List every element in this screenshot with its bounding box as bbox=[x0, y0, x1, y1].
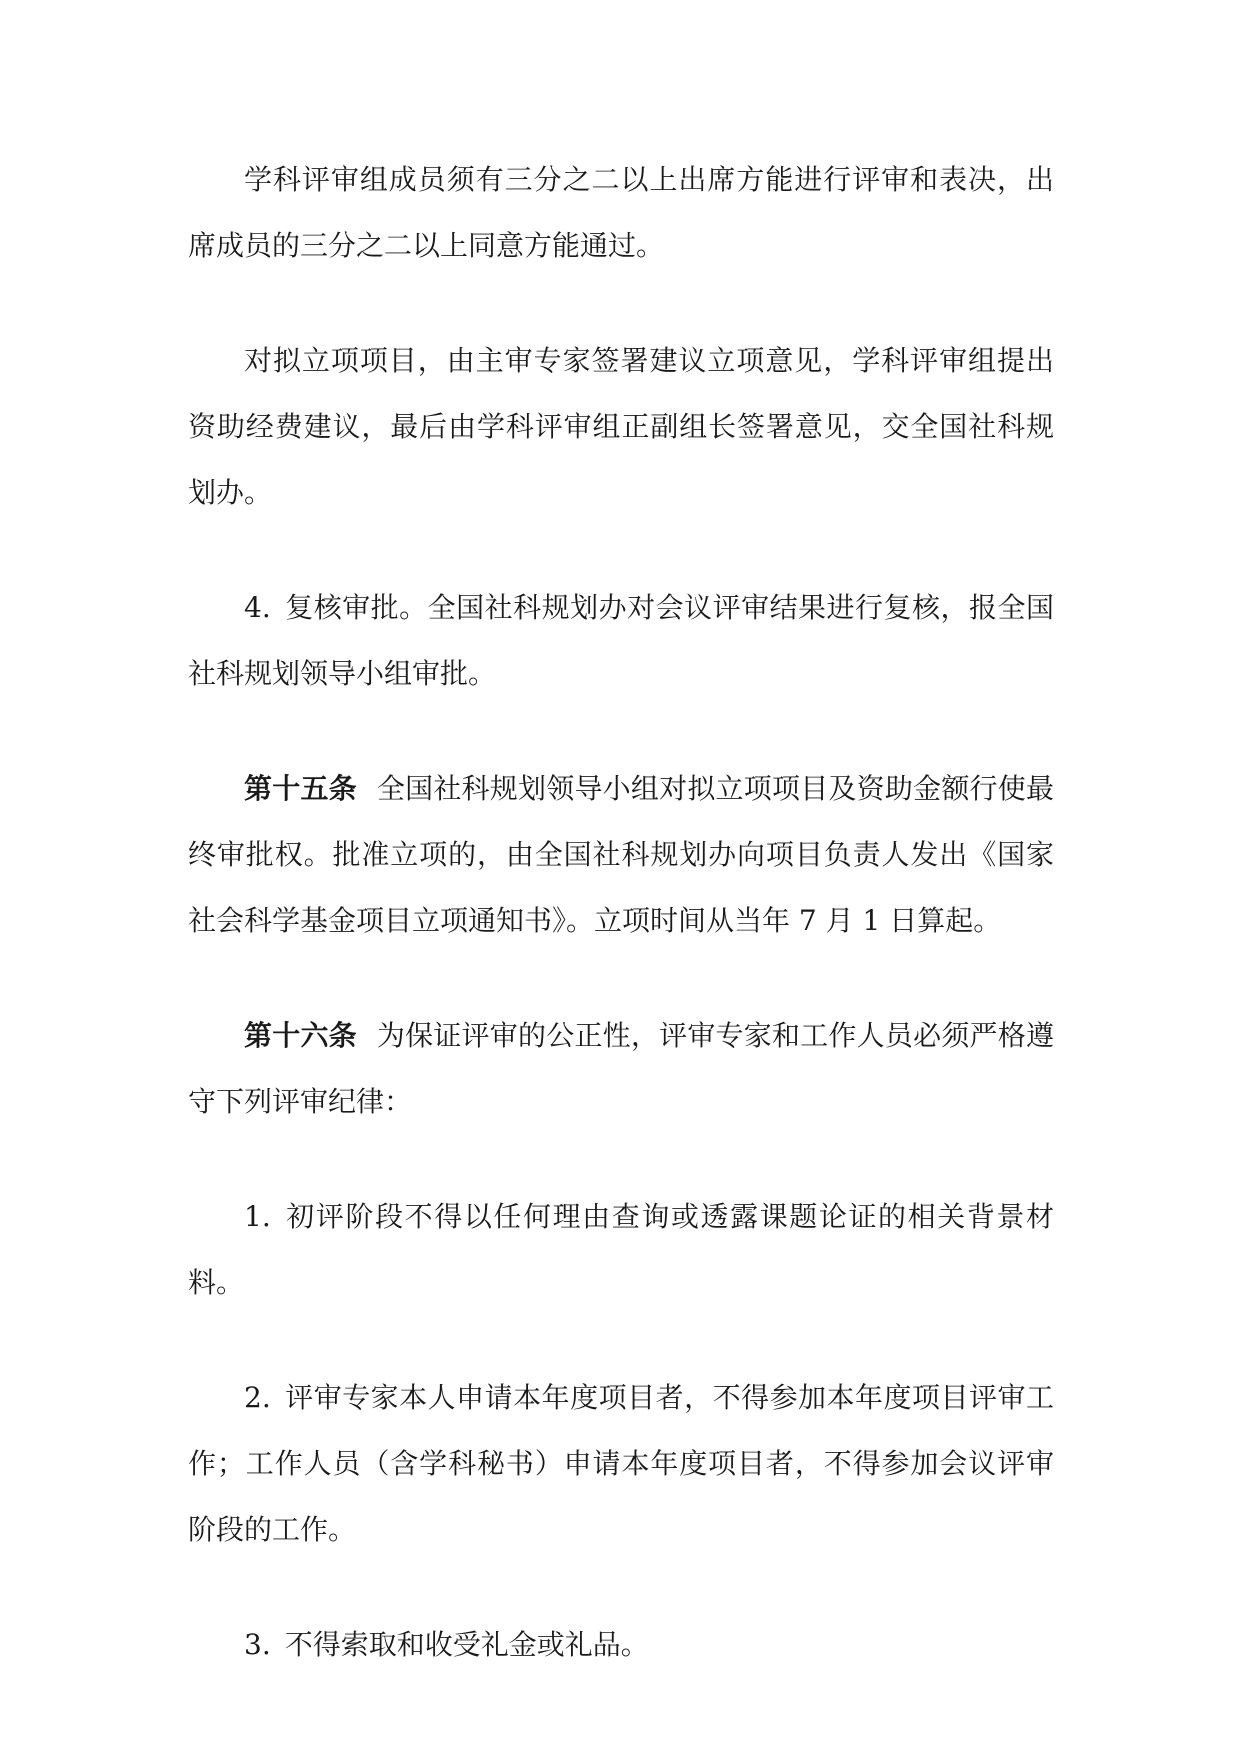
paragraph-text: 对拟立项项目，由主审专家签署建议立项意见，学科评审组提出资助经费建议，最后由学科评审组正副组长签署意见，交全国社科规划办。 bbox=[188, 344, 1054, 509]
paragraph-quorum-rule bbox=[188, 147, 1054, 279]
paragraph-text: 为保证评审的公正性，评审专家和工作人员必须严格遵守下列评审纪律： bbox=[188, 1019, 1054, 1118]
article-16 bbox=[188, 1003, 1054, 1135]
item-number: 4. bbox=[244, 591, 271, 624]
paragraph-text: 不得索取和收受礼金或礼品。 bbox=[284, 1628, 649, 1661]
list-item-discipline-2 bbox=[188, 1365, 1054, 1563]
item-number: 2. bbox=[244, 1381, 271, 1414]
article-15 bbox=[188, 756, 1054, 954]
article-heading: 第十六条 bbox=[244, 1019, 357, 1052]
document-body bbox=[188, 147, 1054, 1727]
article-heading: 第十五条 bbox=[244, 772, 357, 805]
list-item-discipline-1 bbox=[188, 1184, 1054, 1316]
paragraph-text: 复核审批。全国社科规划办对会议评审结果进行复核，报全国社科规划领导小组审批。 bbox=[188, 591, 1054, 690]
paragraph-text: 评审专家本人申请本年度项目者，不得参加本年度项目评审工作；工作人员（含学科秘书）申请本年度项目者，不得参加会议评审阶段的工作。 bbox=[188, 1381, 1054, 1546]
paragraph-text: 全国社科规划领导小组对拟立项项目及资助金额行使最终审批权。批准立项的，由全国社科规划办向项目负责人发出《国家社会科学基金项目立项通知书》。立项时间从当年 7 月 1 日算起。 bbox=[188, 772, 1054, 937]
list-item-discipline-3 bbox=[188, 1612, 1054, 1678]
item-number: 3. bbox=[244, 1628, 271, 1661]
paragraph-approval-opinion bbox=[188, 328, 1054, 526]
list-item-review-approval bbox=[188, 575, 1054, 707]
paragraph-text: 初评阶段不得以任何理由查询或透露课题论证的相关背景材料。 bbox=[188, 1200, 1054, 1299]
item-number: 1. bbox=[244, 1200, 271, 1233]
paragraph-text: 学科评审组成员须有三分之二以上出席方能进行评审和表决，出席成员的三分之二以上同意方能通过。 bbox=[188, 163, 1054, 262]
